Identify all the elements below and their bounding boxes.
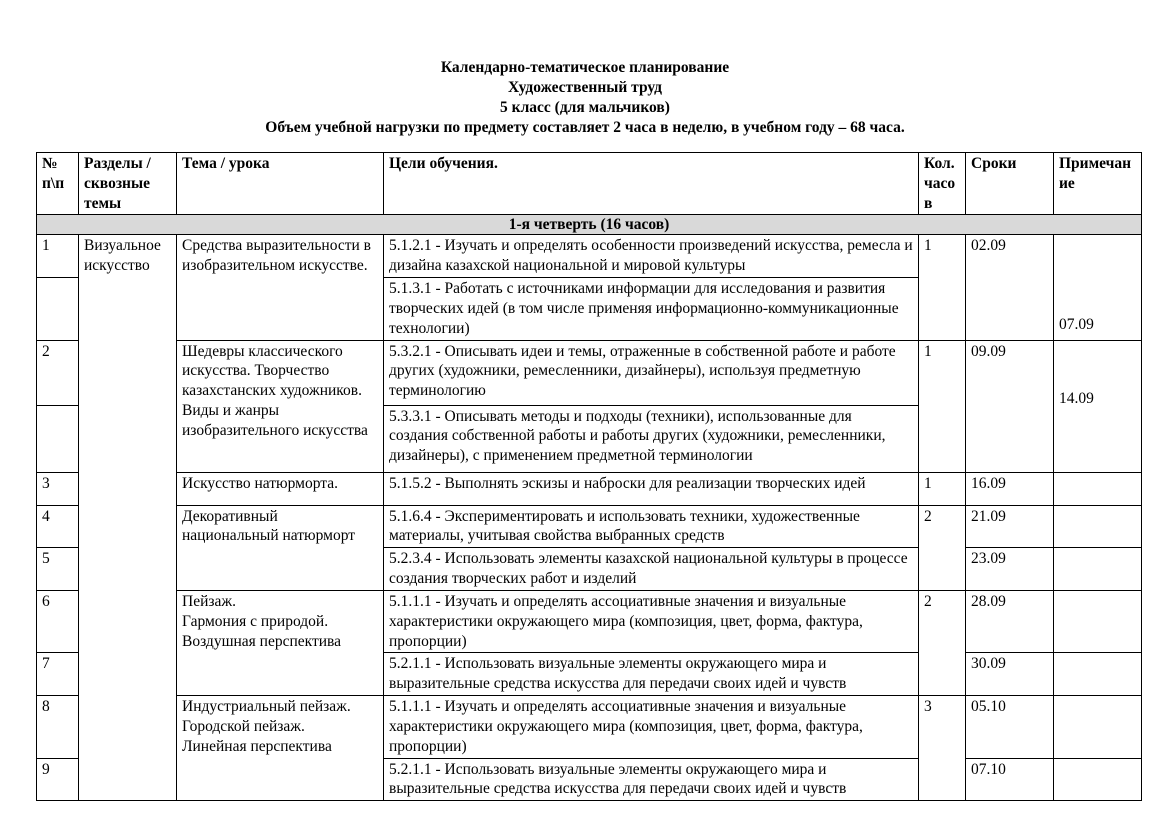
row-number-cell: 5 [37,548,79,591]
title-line-2: Художественный труд [507,79,663,96]
topic-cell: Пейзаж. Гармония с природой. Воздушная перспектива [177,590,384,695]
goal-cell: 5.2.1.1 - Использовать визуальные элементы окружающего мира и выразительные средства искусства для передачи своих идей и чувств [384,758,919,801]
goal-cell: 5.1.5.2 - Выполнять эскизы и наброски для реализации творческих идей [384,472,919,505]
goal-cell: 5.2.3.4 - Использовать элементы казахской национальной культуры в процессе создания творческих работ и изделий [384,548,919,591]
date-cell: 07.10 [966,758,1054,801]
title-line-3: 5 класс (для мальчиков) [500,99,670,116]
goal-cell: 5.1.3.1 - Работать с источниками информации для исследования и развития творческих идей (в том числе применяя информационно-коммуникационные технологии) [384,278,919,340]
col-header-num: № п\п [37,153,79,215]
table-row [37,340,1142,405]
row-number-cell: 9 [37,758,79,801]
date-cell: 05.10 [966,696,1054,758]
quarter-header-row [37,215,1142,235]
title-line-1: Календарно-тематическое планирование [440,59,730,76]
table-row [37,590,1142,652]
hours-cell: 2 [919,590,966,695]
hours-cell: 3 [919,696,966,801]
goal-cell: 5.2.1.1 - Использовать визуальные элементы окружающего мира и выразительные средства искусства для передачи своих идей и чувств [384,653,919,696]
topic-cell: Искусство натюрморта. [177,472,384,505]
col-header-dates: Сроки [966,153,1054,215]
row-number-cell: 8 [37,696,79,758]
row-number-cell: 6 [37,590,79,652]
col-header-goals: Цели обучения. [384,153,919,215]
col-header-sections: Разделы / сквозные темы [79,153,177,215]
date-cell: 09.09 [966,340,1054,472]
row-number-cell: 7 [37,653,79,696]
col-header-notes: Примечание [1054,153,1142,215]
note-cell [1054,548,1142,591]
note-cell [1054,696,1142,758]
table-row [37,235,1142,278]
col-header-topic: Тема / урока [177,153,384,215]
note-cell [1054,590,1142,652]
row-number-cell: 2 [37,340,79,405]
date-cell: 23.09 [966,548,1054,591]
goal-cell: 5.3.3.1 - Описывать методы и подходы (техники), использованные для создания собственной работы и работы других (художники, ремесленники, дизайнеры), с применением предметной терминологии [384,405,919,472]
quarter-header: 1-я четверть (16 часов) [37,215,1142,235]
date-cell: 21.09 [966,505,1054,548]
lesson-plan-table [36,152,1142,801]
table-row [37,696,1142,758]
topic-cell: Шедевры классического искусства. Творчество казахстанских художников. Виды и жанры изобразительного искусства [177,340,384,472]
note-cell: 14.09 [1054,340,1142,472]
hours-cell: 1 [919,472,966,505]
row-number-cell: 1 [37,235,79,278]
topic-cell: Декоративный национальный натюрморт [177,505,384,590]
col-header-hours: Кол. часов [919,153,966,215]
row-number-cell [37,405,79,472]
table-row [37,505,1142,548]
goal-cell: 5.1.1.1 - Изучать и определять ассоциативные значения и визуальные характеристики окружающего мира (композиция, цвет, форма, фактура, пропорции) [384,696,919,758]
topic-cell: Средства выразительности в изобразительном искусстве. [177,235,384,340]
goal-cell: 5.1.2.1 - Изучать и определять особенности произведений искусства, ремесла и дизайна казахской национальной и мировой культуры [384,235,919,278]
note-cell [1054,505,1142,548]
row-number-cell: 4 [37,505,79,548]
goal-cell: 5.1.6.4 - Экспериментировать и использовать техники, художественные материалы, учитывая свойства выбранных средств [384,505,919,548]
hours-cell: 1 [919,235,966,340]
date-cell: 16.09 [966,472,1054,505]
note-cell [1054,472,1142,505]
table-header-row [37,153,1142,215]
topic-cell: Индустриальный пейзаж. Городской пейзаж. Линейная перспектива [177,696,384,801]
row-number-cell [37,278,79,340]
title-line-4: Объем учебной нагрузки по предмету составляет 2 часа в неделю, в учебном году – 68 часа. [265,119,905,136]
hours-cell: 2 [919,505,966,590]
goal-cell: 5.3.2.1 - Описывать идеи и темы, отраженные в собственной работе и работе других (художники, ремесленники, дизайнеры), используя предметную терминологию [384,340,919,405]
row-number-cell: 3 [37,472,79,505]
note-cell [1054,653,1142,696]
note-cell [1054,758,1142,801]
section-cell: Визуальное искусство [79,235,177,801]
note-cell: 07.09 [1054,235,1142,340]
hours-cell: 1 [919,340,966,472]
date-cell: 02.09 [966,235,1054,340]
date-cell: 30.09 [966,653,1054,696]
date-cell: 28.09 [966,590,1054,652]
table-row [37,472,1142,505]
goal-cell: 5.1.1.1 - Изучать и определять ассоциативные значения и визуальные характеристики окружающего мира (композиция, цвет, форма, фактура, пропорции) [384,590,919,652]
document-title-block [0,58,1170,138]
